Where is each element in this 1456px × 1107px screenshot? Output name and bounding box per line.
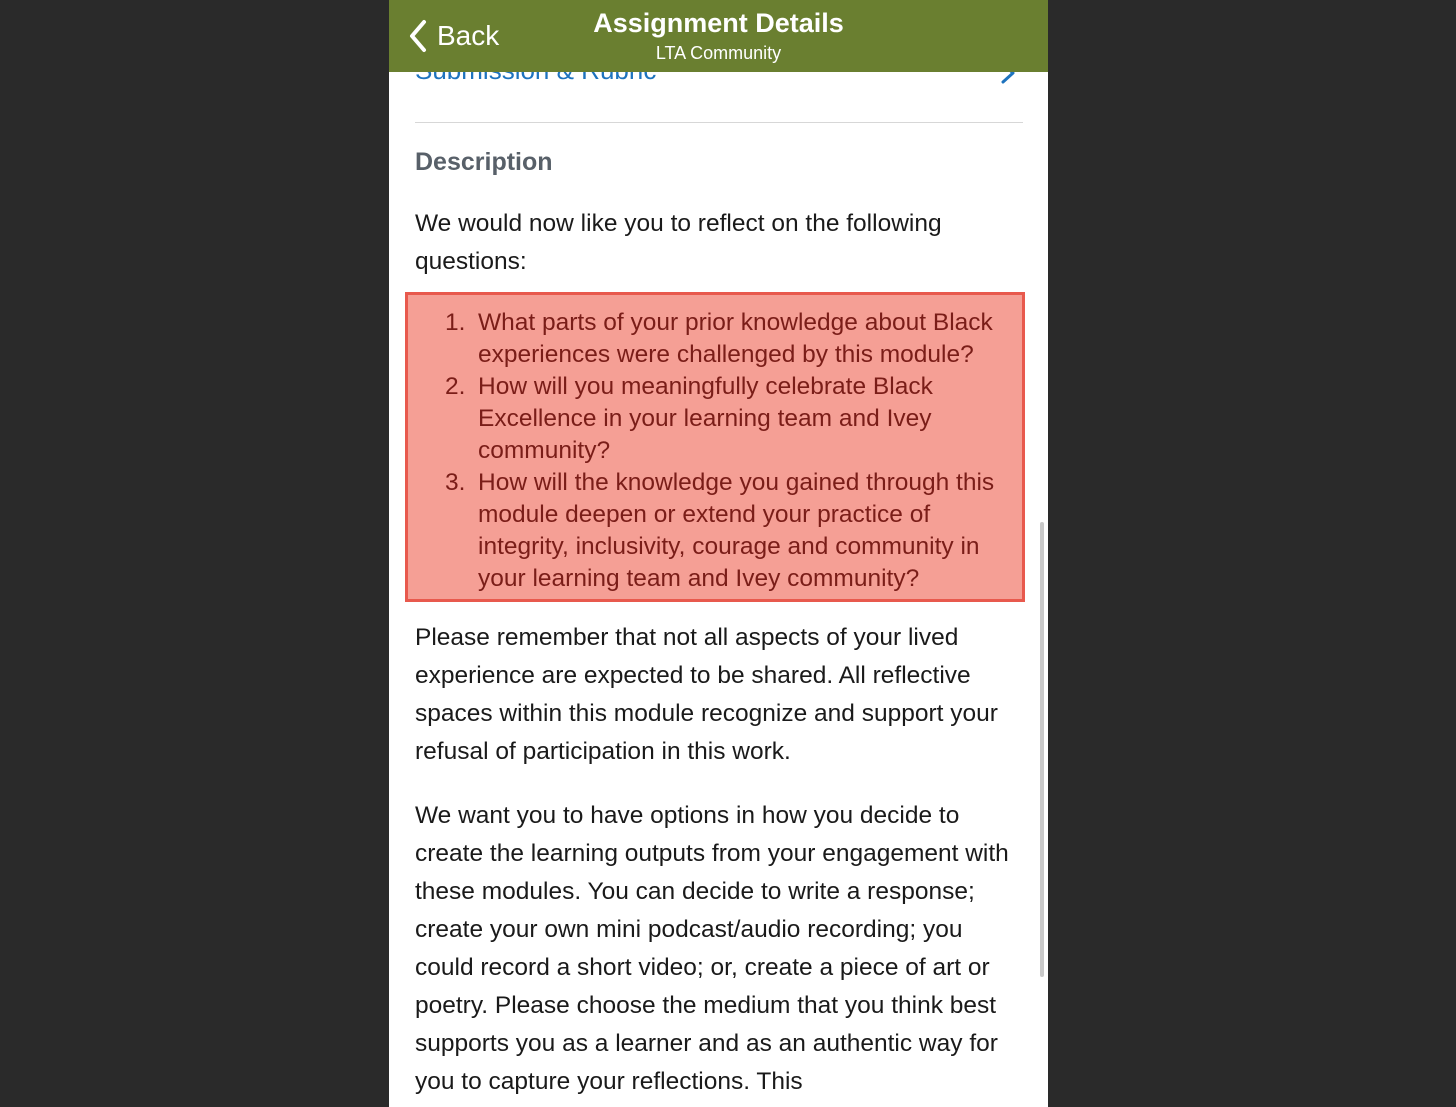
question-item bbox=[405, 467, 1021, 595]
question-item bbox=[405, 371, 1021, 467]
course-subtitle: LTA Community bbox=[655, 43, 782, 63]
question-number: 3. bbox=[445, 469, 466, 496]
intro-text: We would now like you to reflect on the following questions: bbox=[415, 210, 942, 275]
navigation-bar bbox=[389, 0, 1048, 72]
question-number: 2. bbox=[445, 373, 466, 400]
question-text: What parts of your prior knowledge about Black experiences were challenged by this module? bbox=[478, 309, 993, 368]
page-title: Assignment Details bbox=[593, 8, 844, 38]
divider bbox=[415, 122, 1023, 123]
phone-screen bbox=[389, 0, 1048, 1107]
output-options-text: We want you to have options in how you decide to create the learning outputs from your engagement with these modules. You can decide to write a response; create your own mini podcast/audio recording; you could record a short video; or, create a piece of art or poetry. Please choose the medium that you think best supports you as a learner and as an authentic way for you to capture your reflections. This bbox=[415, 802, 1009, 1095]
participation-note: Please remember that not all aspects of your lived experience are expected to be shared. All reflective spaces within this module recognize and support your refusal of participation in this work. bbox=[415, 624, 998, 765]
back-label: Back bbox=[437, 20, 500, 51]
assignment-content[interactable] bbox=[389, 0, 1048, 1107]
question-text: How will you meaningfully celebrate Black Excellence in your learning team and Ivey community? bbox=[478, 373, 933, 464]
scrollbar[interactable] bbox=[1040, 522, 1044, 977]
question-text: How will the knowledge you gained through this module deepen or extend your practice of integrity, inclusivity, courage and community in your learning team and Ivey community? bbox=[478, 469, 995, 592]
question-list bbox=[405, 307, 1021, 595]
question-item bbox=[405, 307, 1021, 371]
description-heading: Description bbox=[415, 148, 553, 176]
question-number: 1. bbox=[445, 309, 466, 336]
